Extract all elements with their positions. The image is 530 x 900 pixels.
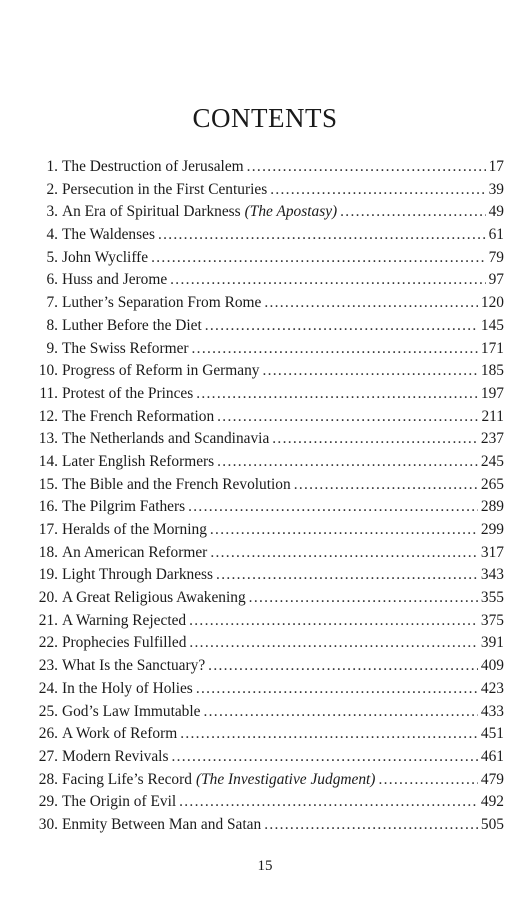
toc-entry	[36, 383, 504, 406]
chapter-page-number: 391	[480, 634, 504, 652]
chapter-title: The Waldenses	[62, 226, 155, 244]
chapter-page-number: 17	[488, 158, 504, 175]
chapter-number: 11.	[39, 384, 58, 402]
toc-entry	[36, 655, 504, 678]
chapter-title: Luther Before the Diet	[62, 316, 202, 334]
chapter-page-number: 245	[480, 452, 504, 470]
toc-entry	[36, 156, 504, 179]
dot-leader	[158, 224, 486, 247]
chapter-number: 9.	[46, 339, 58, 357]
dot-leader	[216, 564, 478, 587]
dot-leader	[188, 496, 478, 519]
dot-leader	[249, 587, 478, 610]
dot-leader	[378, 769, 477, 792]
chapter-number: 21.	[38, 611, 58, 629]
dot-leader	[217, 406, 478, 429]
toc-entry	[36, 564, 504, 587]
toc-entry	[36, 769, 504, 792]
dot-leader	[180, 723, 478, 746]
chapter-number: 7.	[46, 294, 58, 312]
chapter-number: 26.	[38, 725, 58, 743]
chapter-number: 2.	[46, 180, 58, 198]
dot-leader	[179, 791, 478, 814]
dot-leader	[210, 542, 478, 565]
chapter-title: Modern Revivals	[62, 747, 169, 765]
page-number: 15	[257, 858, 273, 874]
toc-entry	[36, 496, 504, 519]
chapter-number: 24.	[38, 679, 58, 697]
chapter-page-number: 97	[488, 271, 504, 289]
chapter-page-number: 375	[480, 611, 504, 629]
chapter-title: Enmity Between Man and Satan	[62, 815, 262, 833]
toc-entry	[36, 746, 504, 769]
chapter-subtitle: (The Investigative Judgment)	[195, 770, 376, 788]
chapter-title: An American Reformer	[62, 543, 208, 561]
chapter-title: God’s Law Immutable	[62, 702, 201, 720]
dot-leader	[151, 247, 485, 270]
toc-entry	[36, 701, 504, 724]
chapter-page-number: 433	[480, 702, 504, 720]
chapter-title: Heralds of the Morning	[62, 521, 207, 538]
toc-entry	[36, 406, 504, 429]
chapter-page-number: 492	[480, 793, 504, 811]
chapter-title: Luther’s Separation From Rome	[62, 294, 262, 312]
toc-entry	[36, 315, 504, 338]
toc-entry	[36, 519, 504, 542]
toc-entry	[36, 678, 504, 701]
dot-leader	[192, 338, 478, 361]
dot-leader	[204, 701, 478, 724]
chapter-title: Later English Reformers	[62, 452, 215, 470]
dot-leader	[196, 678, 478, 701]
chapter-number: 29.	[38, 793, 58, 811]
chapter-title: An Era of Spiritual Darkness	[62, 203, 241, 221]
chapter-title: The Pilgrim Fathers	[62, 498, 186, 516]
chapter-title: John Wycliffe	[62, 248, 149, 266]
chapter-number: 8.	[46, 316, 58, 334]
toc-entry	[36, 179, 504, 202]
dot-leader	[171, 746, 477, 769]
chapter-page-number: 299	[480, 521, 504, 538]
chapter-number: 4.	[46, 226, 58, 244]
chapter-number: 5.	[46, 248, 58, 266]
dot-leader	[210, 519, 478, 542]
chapter-title: The Origin of Evil	[62, 793, 177, 811]
toc-entry	[36, 723, 504, 746]
toc-entry	[36, 542, 504, 565]
chapter-title: A Great Religious Awakening	[62, 589, 246, 607]
chapter-page-number: 171	[480, 339, 504, 357]
chapter-title: Huss and Jerome	[62, 271, 168, 289]
chapter-number: 30.	[38, 815, 58, 833]
toc-entry	[36, 269, 504, 292]
chapter-number: 27.	[38, 747, 58, 765]
chapter-number: 3.	[46, 203, 58, 221]
chapter-page-number: 49	[488, 203, 504, 221]
toc-entry	[36, 610, 504, 633]
dot-leader	[170, 269, 485, 292]
toc-entry	[36, 791, 504, 814]
dot-leader	[262, 360, 477, 383]
chapter-title: Light Through Darkness	[62, 566, 214, 584]
toc-entry	[36, 632, 504, 655]
toc-entry	[36, 587, 504, 610]
chapter-number: 20.	[38, 589, 58, 607]
chapter-page-number: 211	[481, 407, 504, 425]
toc-entry	[36, 247, 504, 270]
chapter-title: Prophecies Fulfilled	[62, 634, 187, 652]
chapter-title: A Warning Rejected	[62, 611, 187, 629]
chapter-number: 1.	[46, 158, 58, 175]
chapter-page-number: 355	[480, 589, 504, 607]
chapter-page-number: 39	[488, 180, 504, 198]
chapter-title: The Destruction of Jerusalem	[62, 158, 244, 175]
chapter-title: Persecution in the First Centuries	[62, 180, 268, 198]
toc-entry	[36, 451, 504, 474]
chapter-title: In the Holy of Holies	[62, 679, 193, 697]
dot-leader	[196, 383, 478, 406]
chapter-page-number: 505	[480, 815, 504, 833]
chapter-number: 18.	[38, 543, 58, 561]
chapter-title: The Swiss Reformer	[62, 339, 189, 357]
toc-entry	[36, 428, 504, 451]
chapter-page-number: 197	[480, 384, 504, 402]
chapter-title: Progress of Reform in Germany	[62, 362, 260, 380]
chapter-title: Facing Life’s Record	[62, 770, 192, 788]
chapter-title: The Bible and the French Revolution	[62, 475, 291, 493]
page-title: CONTENTS	[192, 103, 338, 133]
toc-entry	[36, 201, 504, 224]
dot-leader	[294, 474, 478, 497]
dot-leader	[340, 201, 485, 224]
table-of-contents	[36, 156, 504, 837]
chapter-page-number: 289	[480, 498, 504, 516]
chapter-subtitle: (The Apostasy)	[244, 203, 338, 221]
chapter-number: 28.	[38, 770, 58, 788]
chapter-page-number: 317	[480, 543, 504, 561]
chapter-number: 13.	[38, 430, 58, 448]
chapter-number: 17.	[38, 521, 58, 538]
chapter-page-number: 120	[480, 294, 504, 312]
toc-entry	[36, 338, 504, 361]
chapter-number: 25.	[38, 702, 58, 720]
chapter-page-number: 409	[480, 657, 504, 675]
chapter-page-number: 479	[480, 770, 504, 788]
chapter-number: 6.	[46, 271, 58, 289]
dot-leader	[217, 451, 478, 474]
chapter-page-number: 343	[480, 566, 504, 584]
chapter-title: The Netherlands and Scandinavia	[62, 430, 270, 448]
chapter-title: The French Reformation	[62, 407, 215, 425]
chapter-number: 15.	[38, 475, 58, 493]
toc-entry	[36, 814, 504, 837]
chapter-number: 23.	[38, 657, 58, 675]
chapter-number: 10.	[38, 362, 58, 380]
dot-leader	[264, 814, 478, 837]
chapter-number: 14.	[38, 452, 58, 470]
toc-entry	[36, 474, 504, 497]
chapter-title: Protest of the Princes	[62, 384, 194, 402]
chapter-page-number: 423	[480, 679, 504, 697]
chapter-number: 12.	[38, 407, 58, 425]
chapter-number: 16.	[38, 498, 58, 516]
chapter-page-number: 461	[480, 747, 504, 765]
dot-leader	[270, 179, 485, 202]
chapter-page-number: 265	[480, 475, 504, 493]
chapter-page-number: 451	[480, 725, 504, 743]
chapter-number: 19.	[38, 566, 58, 584]
toc-entry	[36, 360, 504, 383]
dot-leader	[247, 156, 486, 179]
chapter-number: 22.	[38, 634, 58, 652]
dot-leader	[189, 632, 478, 655]
chapter-page-number: 237	[480, 430, 504, 448]
dot-leader	[264, 292, 478, 315]
chapter-page-number: 61	[488, 226, 504, 244]
chapter-page-number: 145	[480, 316, 504, 334]
chapter-title: What Is the Sanctuary?	[62, 657, 206, 675]
chapter-page-number: 79	[488, 248, 504, 266]
chapter-page-number: 185	[480, 362, 504, 380]
toc-entry	[36, 224, 504, 247]
dot-leader	[272, 428, 478, 451]
dot-leader	[205, 315, 478, 338]
chapter-title: A Work of Reform	[62, 725, 178, 743]
toc-entry	[36, 292, 504, 315]
dot-leader	[189, 610, 478, 633]
dot-leader	[208, 655, 478, 678]
